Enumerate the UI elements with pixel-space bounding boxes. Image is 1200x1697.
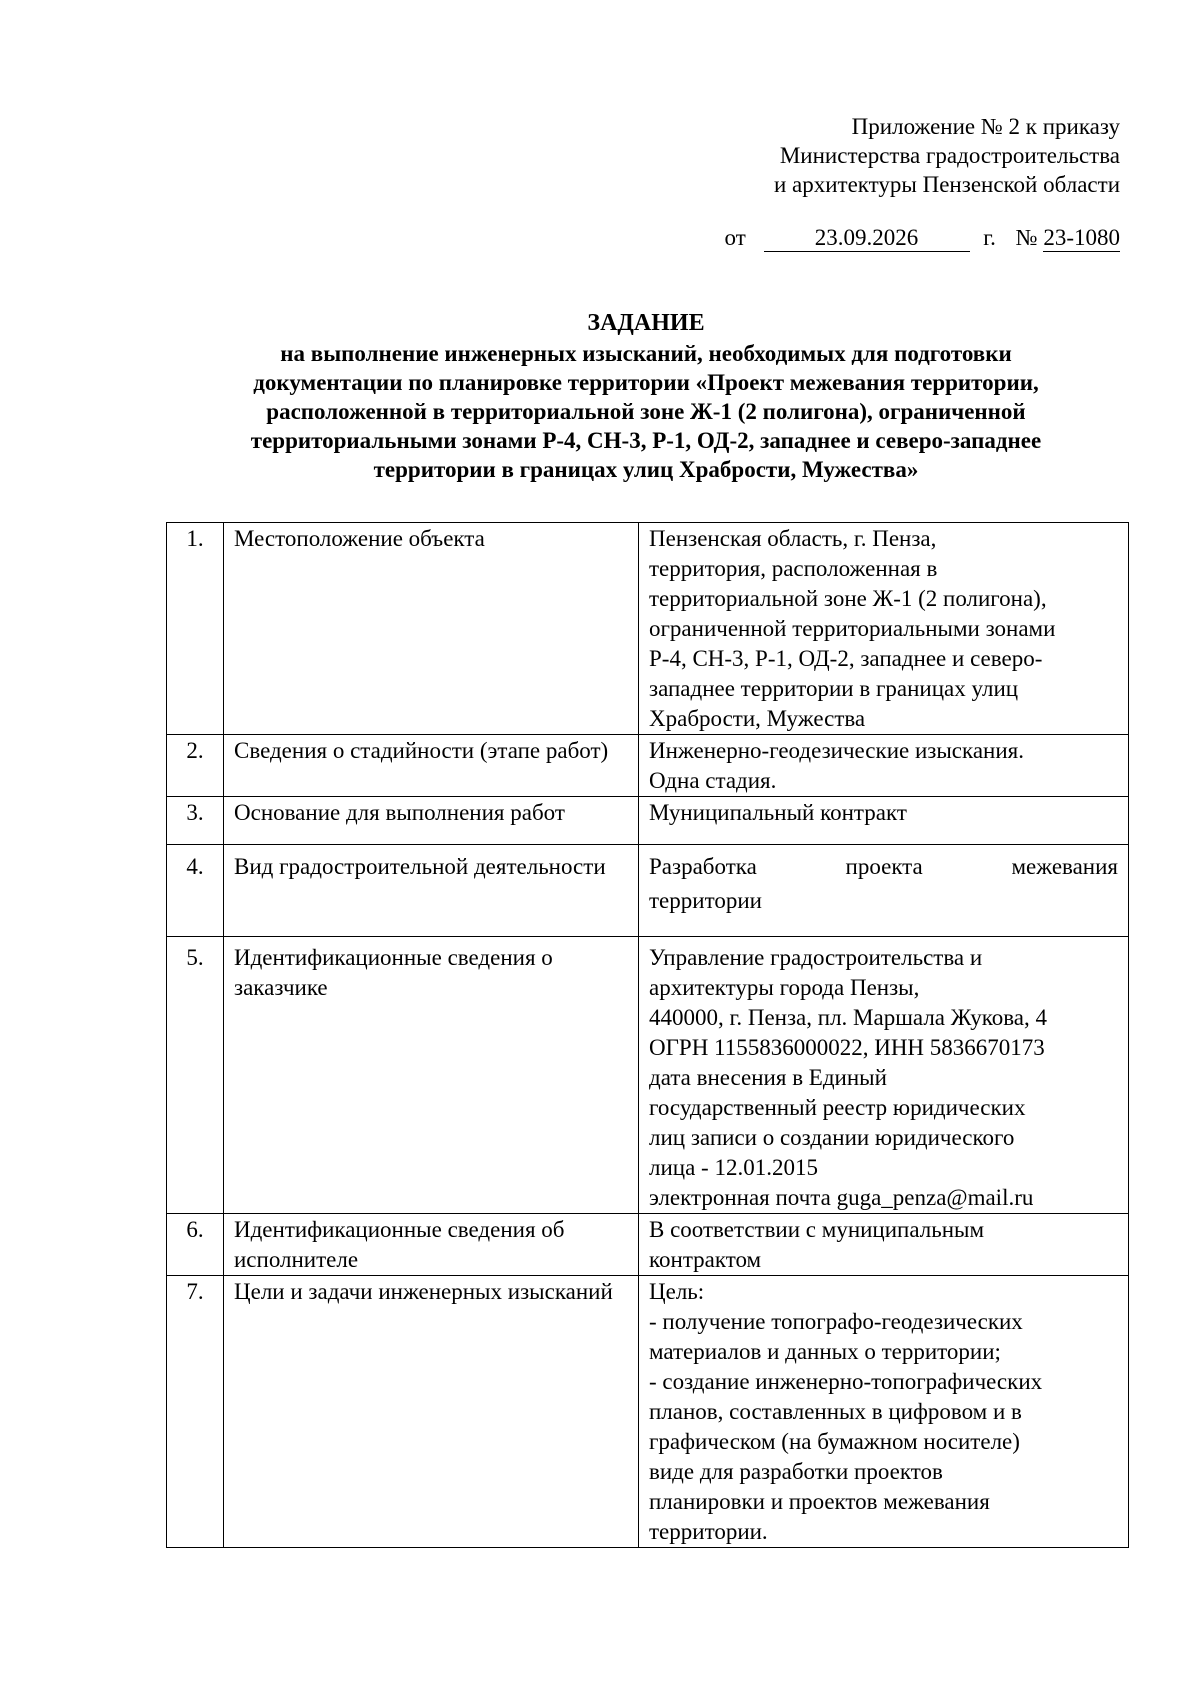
value-line: ОГРН 1155836000022, ИНН 5836670173 [649,1035,1045,1060]
value-line: 440000, г. Пенза, пл. Маршала Жукова, 4 [649,1005,1048,1030]
document-title [160,307,1132,484]
table-row [167,523,1129,735]
row-number: 3. [167,797,224,845]
table-row [167,735,1129,797]
value-line: графическом (на бумажном носителе) [649,1429,1020,1454]
value-line: Управление градостроительства и [649,945,983,970]
title-line: территории в границах улиц Храбрости, Мужества» [373,457,919,482]
row-label: Основание для выполнения работ [224,797,639,845]
value-line: территории [649,888,762,913]
value-line: Пензенская область, г. Пенза, [649,526,937,551]
title-heading: ЗАДАНИЕ [587,310,705,336]
value-line: государственный реестр юридических [649,1095,1026,1120]
value-line: В соответствии с муниципальным [649,1217,985,1242]
table-row [167,1214,1129,1276]
order-year-label: г. [983,225,996,250]
row-label: Вид градостроительной деятельности [224,845,639,937]
order-number: 23-1080 [1043,225,1120,250]
value-line: Цель: [649,1279,705,1304]
value-justified-line [649,850,1118,884]
table-row [167,937,1129,1214]
row-value [639,937,1129,1214]
value-line: территория, расположенная в [649,556,938,581]
value-line: материалов и данных о территории; [649,1339,1001,1364]
value-line: ограниченной территориальными зонами [649,616,1056,641]
row-label: Идентификационные сведения об исполнителе [224,1214,639,1276]
row-label: Сведения о стадийности (этапе работ) [224,735,639,797]
task-table [166,522,1129,1548]
value-line: западнее территории в границах улиц [649,676,1019,701]
table-row [167,797,1129,845]
row-value [639,523,1129,735]
appendix-line: и архитектуры Пензенской области [773,172,1120,197]
value-line: архитектуры города Пензы, [649,975,920,1000]
row-value [639,797,1129,845]
value-line: Инженерно-геодезические изыскания. [649,738,1024,763]
value-line: - создание инженерно-топографических [649,1369,1043,1394]
row-number: 7. [167,1276,224,1548]
value-line: контрактом [649,1247,762,1272]
title-line: документации по планировке территории «Проект межевания территории, [253,370,1039,395]
order-reference [725,225,1120,252]
value-word: межевания [1011,854,1118,879]
appendix-line: Министерства градостроительства [779,143,1120,168]
value-line: планов, составленных в цифровом и в [649,1399,1022,1424]
order-date: 23.09.2026 [764,225,970,252]
row-value [639,735,1129,797]
value-line: Храбрости, Мужества [649,706,866,731]
value-word: Разработка [649,854,757,879]
value-line: планировки и проектов межевания [649,1489,990,1514]
appendix-line: Приложение № 2 к приказу [851,114,1120,139]
value-line: лиц записи о создании юридического [649,1125,1015,1150]
title-line: расположенной в территориальной зоне Ж-1 (2 полигона), ограниченной [266,399,1026,424]
row-value [639,1276,1129,1548]
row-number: 6. [167,1214,224,1276]
row-label: Местоположение объекта [224,523,639,735]
table-row [167,1276,1129,1548]
row-number: 5. [167,937,224,1214]
value-line: территориальной зоне Ж-1 (2 полигона), [649,586,1047,611]
value-line: дата внесения в Единый [649,1065,887,1090]
row-number: 4. [167,845,224,937]
value-line: виде для разработки проектов [649,1459,943,1484]
title-line: территориальными зонами Р-4, СН-3, Р-1, ОД-2, западнее и северо-западнее [250,428,1042,453]
value-line: электронная почта guga_penza@mail.ru [649,1185,1034,1210]
value-word: проекта [845,854,923,879]
row-label: Идентификационные сведения о заказчике [224,937,639,1214]
table-row [167,845,1129,937]
row-value [639,845,1129,937]
order-from-label: от [724,225,746,250]
value-line: Р-4, СН-3, Р-1, ОД-2, западнее и северо- [649,646,1043,671]
row-label: Цели и задачи инженерных изысканий [224,1276,639,1548]
row-number: 2. [167,735,224,797]
appendix-block [774,112,1120,199]
title-line: на выполнение инженерных изысканий, необходимых для подготовки [280,341,1012,366]
order-number-label: № [1015,225,1038,250]
value-line: территории. [649,1519,768,1544]
value-line: лица - 12.01.2015 [649,1155,818,1180]
row-number: 1. [167,523,224,735]
value-line: Муниципальный контракт [649,800,907,825]
value-line: Одна стадия. [649,768,777,793]
value-line: - получение топографо-геодезических [649,1309,1023,1334]
row-value [639,1214,1129,1276]
